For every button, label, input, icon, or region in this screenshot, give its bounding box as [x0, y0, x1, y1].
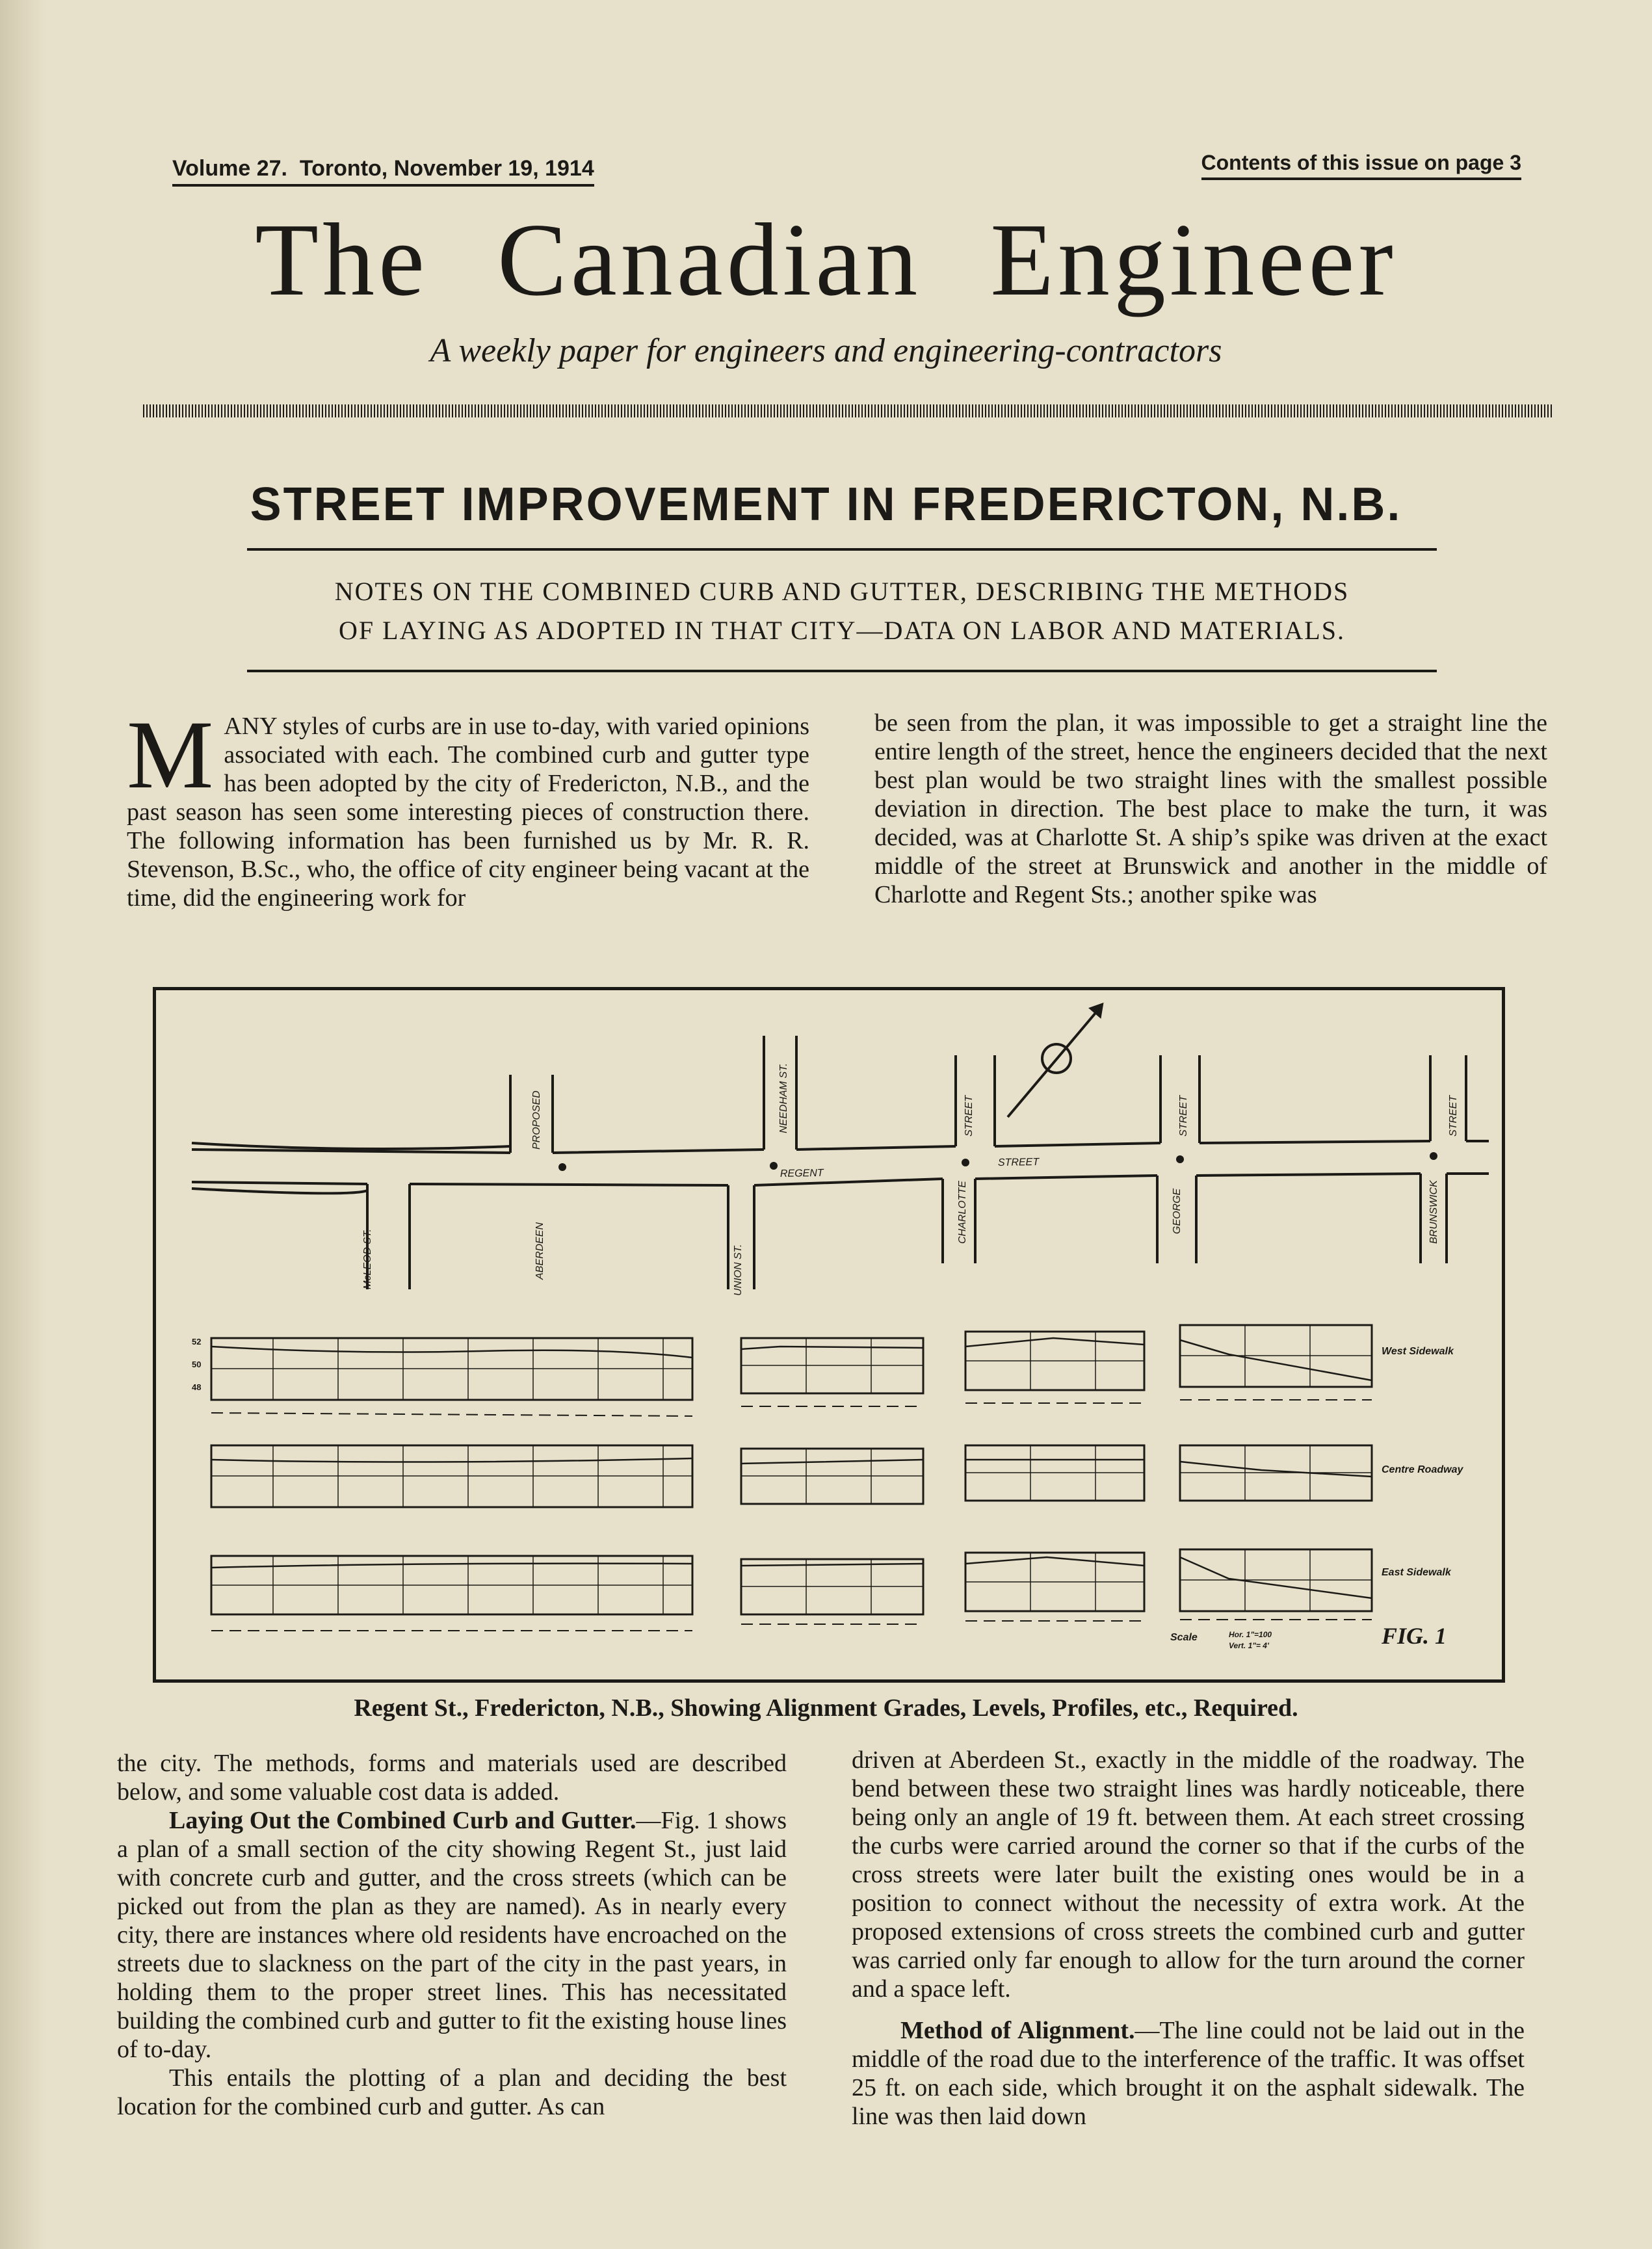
label-brunswick: BRUNSWICK [1428, 1180, 1439, 1244]
title-rule-bottom [247, 670, 1437, 672]
label-proposed: PROPOSED [531, 1090, 542, 1150]
drop-cap: M [127, 701, 214, 809]
label-aberdeen: ABERDEEN [534, 1222, 545, 1280]
article-title: STREET IMPROVEMENT IN FREDERICTON, N.B. [250, 479, 1402, 531]
paper-title: The Canadian Engineer [255, 202, 1397, 317]
figure-caption: Regent St., Fredericton, N.B., Showing Alignment Grades, Levels, Profiles, etc., Required. [354, 1694, 1298, 1722]
regent-south-curb-inner [192, 1189, 367, 1193]
label-needham: NEEDHAM ST. [778, 1063, 789, 1133]
column-left-top [127, 701, 809, 912]
right-bottom-paragraph-2 [852, 2016, 1525, 2131]
figure-number: FIG. 1 [1382, 1623, 1447, 1649]
intro-paragraph: ANY styles of curbs are in use to-day, with varied opinions associated with each. The combined curb and gutter type has been adopted by the city of Fredericton, N.B., and the past season has seen some interesting pieces of construction there. The following information has been furnished us by Mr. R. R. Stevenson, B.Sc., who, the office of city engineer being vacant at the time, did the engineering work for [127, 713, 809, 912]
method-alignment-heading: Method of Alignment. [900, 2017, 1135, 2044]
laying-out-text: —Fig. 1 shows a plan of a small section of the city showing Regent St., just laid with concrete curb and gutter, and the cross streets (which can be picked out from the plan as they are named). As in nearly every city, there are instances where old residents have encroached on the streets due to slackness on the part of the city in the past years, in holding them to the proper street lines. This has necessitated building the combined curb and gutter to fit the existing house lines of to-day. [117, 1807, 787, 2063]
regent-north-curb-inner [192, 1143, 510, 1149]
tick-52: 52 [192, 1337, 202, 1347]
charlotte-north-walls [956, 1055, 995, 1146]
article-subhead [247, 572, 1437, 650]
title-rule-top [247, 548, 1437, 551]
paper-tagline: A weekly paper for engineers and engineering-contractors [430, 332, 1222, 369]
label-street-c: STREET [1448, 1095, 1459, 1137]
laying-out-heading: Laying Out the Combined Curb and Gutter. [169, 1807, 636, 1834]
volume-number: Volume 27. [172, 156, 287, 181]
profile-label-east: East Sidewalk [1382, 1567, 1451, 1578]
label-street-a: STREET [964, 1095, 975, 1137]
volume-date-line [172, 156, 594, 187]
column-right-top [874, 709, 1547, 909]
column-left-bottom [117, 1749, 787, 2121]
label-charlotte: CHARLOTTE [957, 1181, 968, 1244]
profile-label-centre: Centre Roadway [1382, 1464, 1463, 1475]
label-george: GEORGE [1172, 1188, 1183, 1234]
label-street-b: STREET [1178, 1095, 1189, 1137]
label-street-main: STREET [997, 1156, 1040, 1168]
subhead-line-1: NOTES ON THE COMBINED CURB AND GUTTER, DESCRIBING THE METHODS [334, 577, 1350, 606]
tick-48: 48 [192, 1382, 202, 1392]
label-union: UNION ST. [733, 1244, 744, 1296]
regent-south-curb-line [192, 1174, 1489, 1185]
regent-north-curb-line [192, 1141, 1489, 1153]
profile-label-west: West Sidewalk [1382, 1346, 1454, 1357]
place-date: Toronto, November 19, 1914 [299, 156, 594, 181]
mcleod-aberdeen-walls [367, 1184, 410, 1289]
scale-vertical: Vert. 1"= 4' [1229, 1641, 1269, 1650]
figure-regent-street-plan [153, 987, 1505, 1683]
tick-50: 50 [192, 1360, 202, 1369]
right-bottom-paragraph-1: driven at Aberdeen St., exactly in the middle of the roadway. The bend between these two straight lines was hardly noticeable, there being only an angle of 19 ft. between them. At each street crossing the curbs were carried around the corner so that if the curbs of the cross streets were later built the existing ones would be in a position to connect without the necessity of extra work. At the proposed extensions of cross streets the combined curb and gutter was carried only far enough to allow for the turn around the corner and a space left. [852, 1746, 1525, 2003]
left-bottom-paragraph-3: This entails the plotting of a plan and deciding the best location for the combined curb and gutter. As can [117, 2064, 787, 2120]
method-alignment-text: —The line could not be laid out in the middle of the road due to the interference of the traffic. It was offset 25 ft. on each side, which brought it on the asphalt sidewalk. The line was then laid down [852, 2017, 1525, 2130]
label-regent: REGENT [780, 1167, 824, 1179]
north-arrow-icon [1008, 1005, 1102, 1117]
contents-note: Contents of this issue on page 3 [1201, 151, 1522, 180]
left-bottom-paragraph-1: the city. The methods, forms and materials used are described below, and some valuable cost data is added. [117, 1750, 787, 1806]
subhead-line-2: OF LAYING AS ADOPTED IN THAT CITY—DATA ON LABOR AND MATERIALS. [339, 616, 1345, 645]
scale-horizontal: Hor. 1"=100 [1229, 1630, 1272, 1639]
label-mcleod: McLEOD ST. [362, 1229, 373, 1289]
issue-header [172, 151, 1521, 195]
plan-and-profiles-drawing [156, 990, 1502, 1679]
masthead-divider [143, 404, 1554, 417]
column-right-bottom [852, 1746, 1525, 2131]
scale-label: Scale [1170, 1632, 1198, 1643]
profile-grids [211, 1325, 1372, 1631]
right-top-paragraph: be seen from the plan, it was impossible to get a straight line the entire length of the street, hence the engineers decided that the next best plan would be two straight lines with the smallest possible deviation in direction. The best place to make the turn, it was decided, was at Charlotte St. A ship’s spike was driven at the exact middle of the street at Brunswick and another in the middle of Charlotte and Regent Sts.; another spike was [874, 709, 1547, 908]
left-bottom-paragraph-2 [117, 1806, 787, 2064]
